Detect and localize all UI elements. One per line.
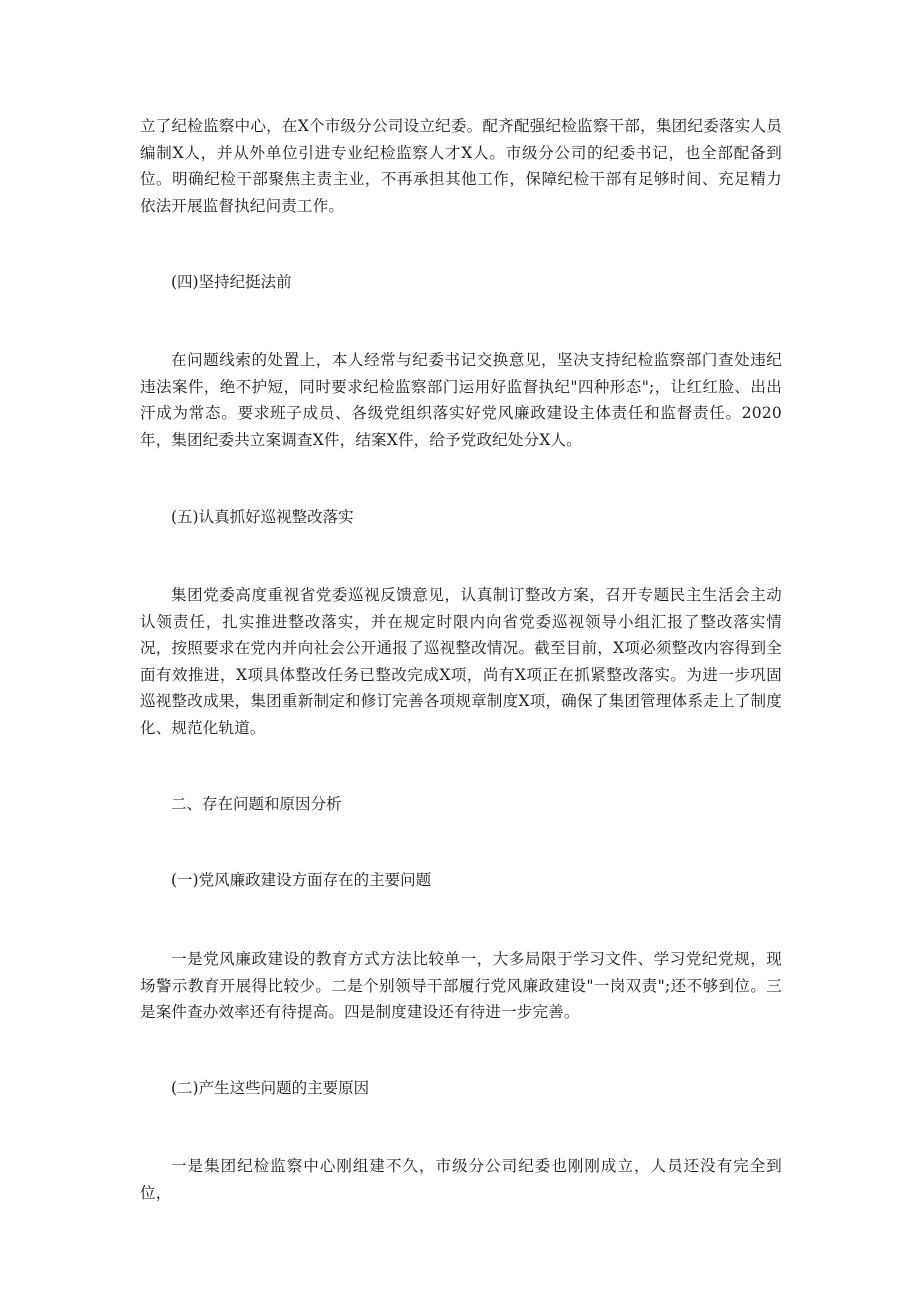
heading-section-5: (五)认真抓好巡视整改落实 [171,508,354,526]
heading-subsection-1: (一)党风廉政建设方面存在的主要问题 [171,871,432,889]
heading-subsection-2: (二)产生这些问题的主要原因 [171,1079,370,1097]
paragraph-main-problems: 一是党风廉政建设的教育方式方法比较单一，大多局限于学习文件、学习党纪党规，现场警示教育开展得比较少。二是个别领导干部履行党风廉政建设"一岗双责";还不够到位。三是案件查办效率还有待提高。四是制度建设还有待进一步完善。 [140,950,782,1021]
heading-section-4: (四)坚持纪挺法前 [171,273,292,291]
paragraph-main-causes: 一是集团纪检监察中心刚组建不久，市级分公司纪委也刚刚成立，人员还没有完全到位， [140,1157,782,1202]
paragraph-case-handling: 在问题线索的处置上，本人经常与纪委书记交换意见，坚决支持纪检监察部门查处违纪违法案件，绝不护短，同时要求纪检监察部门运用好监督执纪"四种形态";，让红红脸、出出汗成为常态。要求班子成员、各级党组织落实好党风廉政建设主体责任和监督责任。2020年，集团纪委共立案调查X件，结案X件，给予党政纪处分X人。 [140,351,782,449]
paragraph-inspection-rectification: 集团党委高度重视省党委巡视反馈意见，认真制订整改方案，召开专题民主生活会主动认领责任，扎实推进整改落实，并在规定时限内向省党委巡视领导小组汇报了整改落实情况，按照要求在党内并向社会公开通报了巡视整改情况。截至目前，X项必须整改内容得到全面有效推进，X项具体整改任务已整改完成X项，尚有X项正在抓紧整改落实。为进一步巩固巡视整改成果，集团重新制定和修订完善各项规章制度X项，确保了集团管理体系走上了制度化、规范化轨道。 [140,586,782,737]
heading-part-2: 二、存在问题和原因分析 [171,795,342,813]
paragraph-discipline-staffing: 立了纪检监察中心，在X个市级分公司设立纪委。配齐配强纪检监察干部，集团纪委落实人员编制X人，并从外单位引进专业纪检监察人才X人。市级分公司的纪委书记，也全部配备到位。明确纪检干部聚焦主责主业，不再承担其他工作，保障纪检干部有足够时间、充足精力依法开展监督执纪问责工作。 [140,117,782,215]
